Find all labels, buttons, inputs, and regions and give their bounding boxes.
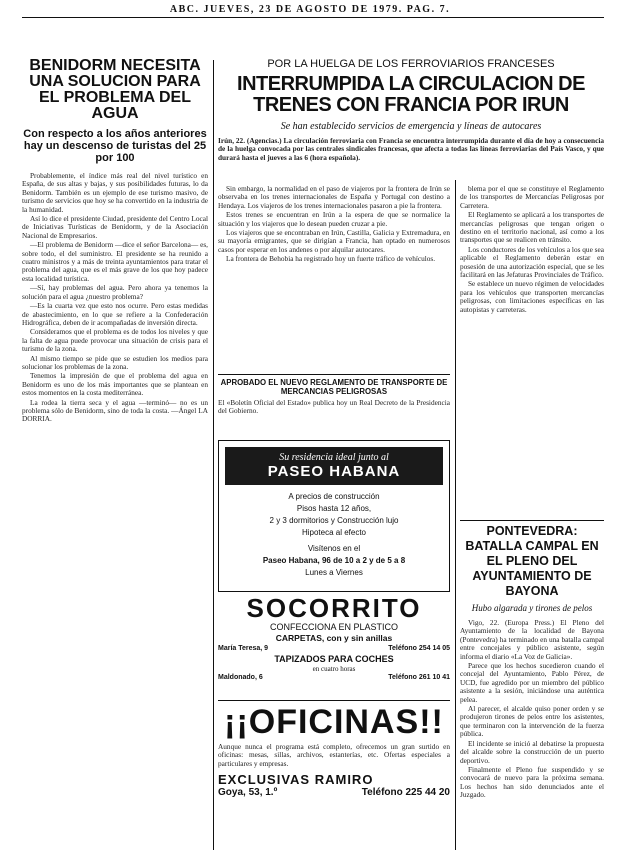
paragraph: Consideramos que el problema es de todos los niveles y que la falta de agua puede provocar una situación de crisis para el turismo de la zona. (22, 327, 208, 354)
main-lead: Irún, 22. (Agencias.) La circulación ferroviaria con Francia se encuentra interrumpida durante el día de hoy a consecuencia de la huelga convocada por las centrales sindicales francesas, que afecta a todas las líneas ferroviarias del País Vasco, y que durará hasta el jueves a las 6 (hora española). (218, 137, 604, 162)
paragraph: Estos trenes se encuentran en Irún a la espera de que se normalice la situación y los viajeros que lo desean pueden cruzar a pie. (218, 210, 450, 228)
ad-separator (218, 700, 450, 701)
paragraph: Al mismo tiempo se pide que se estudien los medios para solucionar los problemas de la zona. (22, 353, 208, 371)
main-kicker: POR LA HUELGA DE LOS FERROVIARIOS FRANCESES (267, 58, 555, 70)
main-article (218, 58, 604, 162)
reglamento-body: El «Boletín Oficial del Estado» publica hoy un Real Decreto de la Presidencia del Gobierno. (218, 399, 450, 416)
left-article-title: BENIDORM NECESITA UNA SOLUCION PARA EL PROBLEMA DEL AGUA (29, 57, 201, 122)
ad-habana-line8: Paseo Habana, 96 de 10 a 2 y de 5 a 8 (262, 556, 406, 565)
paragraph: Tenemos la impresión de que el problema del agua en Benidorm es uno de los más importantes que se plantean en estos momentos en la costa mediterránea. (22, 371, 208, 398)
main-subtitle: Se han establecido servicios de emergencia y líneas de autocares (280, 121, 542, 132)
paragraph: La rodea la tierra seca y el agua —terminó— no es un problema sólo de Benidorm, sino de toda la costa. —Ángel LA DORRIA. (22, 397, 208, 424)
ad-habana-banner (225, 447, 443, 485)
paragraph: Se establece un nuevo régimen de velocidades para los vehículos que transporten mercancías peligrosas, con limitaciones específicas en las autopistas y carreteras. (460, 279, 604, 314)
ad-oficinas-brand: EXCLUSIVAS RAMIRO (218, 772, 374, 788)
right-article-rule (460, 520, 604, 521)
ad-socorrito (218, 594, 450, 681)
reglamento-rule (218, 374, 450, 375)
column-rule-right (455, 180, 456, 850)
ad-oficinas-title: ¡¡OFICINAS!! (224, 703, 444, 741)
ad-oficinas-phone: Teléfono 225 44 20 (361, 787, 450, 799)
ad-oficinas-contact (218, 787, 450, 799)
main-title: INTERRUMPIDA LA CIRCULACION DE TRENES CON FRANCIA POR IRUN (237, 73, 585, 116)
paragraph: Finalmente el Pleno fue suspendido y se convocará de nuevo para la próxima semana. Los hechos han sido denunciados ante el Juzgado. (460, 764, 604, 800)
ad-socorrito-address2: Maldonado, 6 (218, 674, 263, 681)
paragraph: Probablemente, el índice más real del nivel turístico en España, de sus altas y bajas, y sus posibilidades futuras, lo da Benidorm. También es un ejemplo de ese turismo masivo, de turismo de servicios que hoy se ha convertido en la industria de la humanidad. (22, 172, 208, 214)
paragraph: La frontera de Behobia ha registrado hoy un fuerte tráfico de vehículos. (226, 254, 436, 264)
ad-habana-line2: PASEO HABANA (267, 463, 401, 480)
ad-habana-line9: Lunes a Viernes (305, 568, 363, 577)
right-top-body (460, 185, 604, 315)
ad-habana-line5: 2 y 3 dormitorios y Construcción lujo (269, 516, 399, 525)
paragraph: —El problema de Benidorm —dice el señor Barcelona— es, sobre todo, el del suministro. El presidente se ha reunido a cuatro ministros y a más de treinta ayuntamientos para tratar el problema del agua, que es el más grave de los que hoy padece esta localidad turística. (22, 240, 208, 283)
ad-socorrito-phone1: Teléfono 254 14 05 (388, 645, 450, 652)
right-article-subtitle: Hubo algarada y tirones de pelos (471, 603, 593, 613)
ad-socorrito-line3: TAPIZADOS PARA COCHES (274, 654, 394, 664)
ad-socorrito-line4: en cuatro horas (312, 665, 356, 673)
left-article-subtitle: Con respecto a los años anteriores hay un descenso de turistas del 25 por 100 (23, 128, 207, 164)
paragraph: Vigo, 22. (Europa Press.) El Pleno del Ayuntamiento de la localidad de Bayona (Pontevedra) ha terminado en una batalla campal entre concejales y público asistente, según informa el diario «La Voz de Galicia». (460, 619, 604, 661)
ad-habana-line7: Visítenos en el (307, 544, 361, 553)
ad-socorrito-contact1 (218, 645, 450, 652)
paragraph: blema por el que se constituye el Reglamento de los transportes de Mercancías Peligrosas por Carretera. (460, 185, 604, 210)
main-article-col1 (218, 185, 450, 265)
ad-habana-line6: Hipoteca al efecto (301, 528, 367, 537)
header-rule (22, 17, 604, 18)
paragraph: —Sí, hay problemas del agua. Pero ahora ya tenemos la solución para el agua ¿nuestro problema? (22, 283, 208, 301)
column-rule-left (213, 60, 214, 850)
ad-habana-line3: A precios de construcción (288, 492, 380, 501)
paragraph: —Es la cuarta vez que esto nos ocurre. Pero estas medidas de abastecimiento, en lo que se refiere a la Confederación Hidrográfica, deben de ir acompañadas de inversión directa. (22, 301, 208, 327)
ad-paseo-habana (218, 440, 450, 592)
paragraph: Parece que los hechos sucedieron cuando el concejal del Ayuntamiento, Pablo Pérez, de UCD, fue agredido por un miembro del público asistente a la sesión, iniciándose una auténtica pelea. (460, 661, 604, 704)
ad-socorrito-contact2 (218, 674, 450, 681)
ad-socorrito-line2: CARPETAS, con y sin anillas (275, 633, 393, 643)
paragraph: Así lo dice el presidente Ciudad, presidente del Centro Local de Iniciativas Turísticas de Benidorm, y de la Asociación Nacional de Empresarios. (22, 214, 208, 240)
paragraph: Los viajeros que se encontraban en Irún, Castilla, Galicia y Extremadura, en su mayoría emigrantes, que se dirigían a Francia, han optado en numerosos casos por esperar en los andenes o por alquilar autocares. (218, 228, 450, 254)
reglamento-title: APROBADO EL NUEVO REGLAMENTO DE TRANSPORTE DE MERCANCIAS PELIGROSAS (220, 378, 448, 396)
ad-socorrito-title: SOCORRITO (246, 593, 422, 623)
ad-oficinas (218, 704, 450, 799)
left-article-body (22, 172, 208, 425)
right-article-title: PONTEVEDRA: BATALLA CAMPAL EN EL PLENO DEL AYUNTAMIENTO DE BAYONA (465, 524, 599, 598)
paragraph: El incidente se inició al debatirse la propuesta del alcalde sobre la construcción de un puerto deportivo. (460, 738, 604, 765)
ad-socorrito-address1: María Teresa, 9 (218, 645, 269, 652)
paragraph: Los conductores de los vehículos a los que sea aplicable el Reglamento deberán estar en posesión de una autorización especial, que se les facilitará en las Jefaturas Provinciales de Tráfico. (460, 244, 604, 280)
left-article (22, 58, 208, 425)
paragraph: Al parecer, el alcalde quiso poner orden y se produjeron tirones de pelos entre los asistentes, que terminaron con la intervención de la fuerza pública. (460, 704, 604, 739)
paragraph: Sin embargo, la normalidad en el paso de viajeros por la frontera de Irún se observaba en los trenes internacionales de España y Portugal con destino a Hendaya. Los viajeros de los trenes internacionales pasaron a pie la frontera. (218, 185, 450, 210)
ad-socorrito-phone2: Teléfono 261 10 41 (388, 674, 450, 681)
reglamento-block (218, 378, 450, 416)
ad-habana-details (219, 491, 449, 579)
right-article (460, 524, 604, 801)
ad-habana-line4: Pisos hasta 12 años, (296, 504, 372, 513)
ad-habana-line1: Su residencia ideal junto al (279, 452, 389, 463)
paragraph: El Reglamento se aplicará a los transportes de mercancías peligrosas que tengan origen o destino en el territorio nacional, así como a los transportes que se realicen en tránsito. (460, 210, 604, 245)
right-article-body (460, 619, 604, 801)
ad-socorrito-line1: CONFECCIONA EN PLASTICO (269, 622, 399, 632)
ad-oficinas-body: Aunque nunca el programa está completo, ofrecemos un gran surtido en oficinas: mesas, sillas, archivos, estanterías, etc. Ofertas especiales a particulares y empresas. (218, 743, 450, 768)
ad-oficinas-address: Goya, 53, 1.º (218, 787, 278, 799)
page-header: ABC. JUEVES, 23 DE AGOSTO DE 1979. PAG. 7. (169, 4, 451, 15)
